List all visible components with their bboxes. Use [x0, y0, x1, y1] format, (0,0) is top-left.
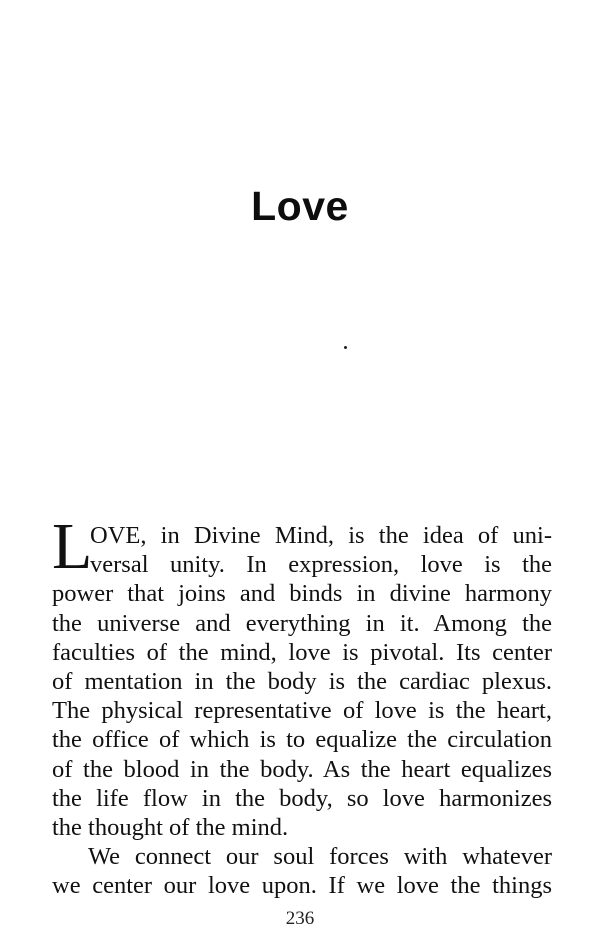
text-line: of the blood in the body. As the heart equalizes [52, 755, 552, 783]
body-text [52, 521, 552, 901]
text-line: power that joins and binds in divine harmony [52, 580, 552, 608]
ornament-dot [344, 346, 347, 349]
page-number: 236 [285, 908, 315, 929]
text-line: the office of which is to equalize the circulation [52, 726, 552, 754]
text-line: we center our love upon. If we love the things [52, 872, 552, 900]
drop-cap: L [52, 510, 93, 583]
chapter-title: Love [251, 183, 349, 229]
text-line: OVE, in Divine Mind, is the idea of uni- [90, 522, 552, 549]
paragraph-1 [52, 521, 552, 842]
text-line: of mentation in the body is the cardiac plexus. [52, 668, 552, 696]
text-line: The physical representative of love is the heart, [52, 697, 552, 725]
text-line: versal unity. In expression, love is the [90, 551, 552, 579]
paragraph-2 [52, 842, 552, 900]
text-line: faculties of the mind, love is pivotal. Its center [52, 638, 552, 666]
text-line: the life flow in the body, so love harmonizes [52, 784, 552, 812]
text-line: We connect our soul forces with whatever [88, 843, 552, 871]
text-line: the thought of the mind. [52, 814, 289, 842]
text-line: the universe and everything in it. Among the [52, 609, 552, 637]
